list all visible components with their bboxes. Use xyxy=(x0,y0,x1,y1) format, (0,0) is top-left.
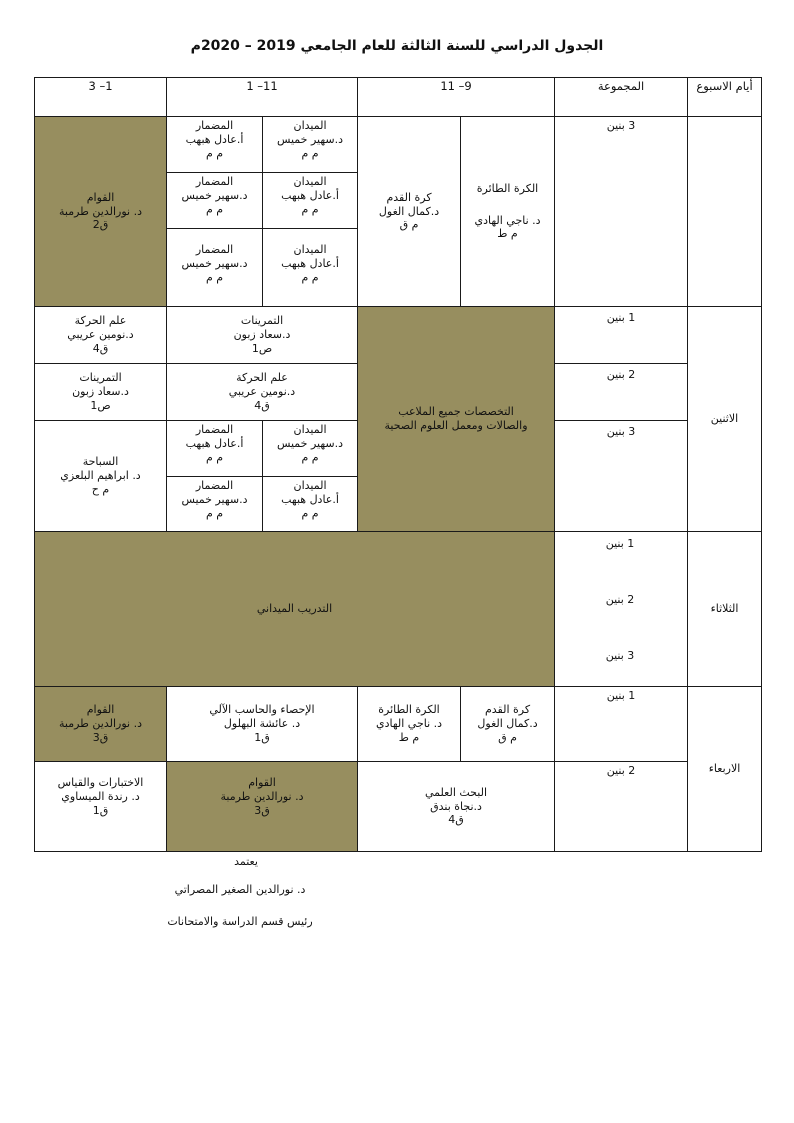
subject: المضمار xyxy=(195,243,234,256)
class-cell xyxy=(34,363,167,421)
room: ق1 xyxy=(92,803,109,817)
room: م ط xyxy=(398,730,420,744)
teacher: د.نومين عريبي xyxy=(228,385,296,399)
subject: التخصصات جميع الملاعب xyxy=(398,405,514,419)
subject: الميدان xyxy=(293,479,327,492)
subject: الميدان xyxy=(293,423,327,436)
room: م م xyxy=(301,202,319,216)
class-cell xyxy=(166,420,263,477)
teacher: د.سهير خميس xyxy=(181,492,248,506)
teacher: أ.عادل هبهب xyxy=(281,492,339,506)
teacher: د.نومين عريبي xyxy=(67,328,134,342)
room: م م xyxy=(301,270,319,284)
class-cell xyxy=(166,686,358,762)
subject: السباحة xyxy=(82,455,119,469)
group-label: 3 بنين xyxy=(606,425,636,438)
teacher: د.سهير خميس xyxy=(181,188,248,202)
group-label: 3 بنين xyxy=(605,649,635,662)
teacher: د. نورالدين طرمبة xyxy=(59,717,142,731)
group-label: 2 بنين xyxy=(606,368,636,381)
class-cell xyxy=(34,306,167,364)
teacher: د.سهير خميس xyxy=(181,256,248,270)
signatory-name: د. نورالدين الصغير المصراتي xyxy=(174,883,306,896)
subject: التمرينات xyxy=(240,314,284,328)
room: م م xyxy=(301,146,319,160)
subject: القوام xyxy=(86,703,115,717)
room: ق3 xyxy=(92,730,109,744)
header-time-3-label: 1– 3 xyxy=(88,79,113,93)
subject: علم الحركة xyxy=(236,371,288,385)
group-cell xyxy=(554,420,688,532)
class-cell xyxy=(262,420,358,477)
group-label: 3 بنين xyxy=(606,119,636,132)
room: م م xyxy=(205,146,224,160)
group-cell xyxy=(554,363,688,421)
group-cell xyxy=(554,306,688,364)
group-label: 2 بنين xyxy=(605,593,635,606)
teacher: د. ناجي الهادي xyxy=(474,213,541,227)
subject: التدريب الميداني xyxy=(256,602,333,616)
approved-label: يعتمد xyxy=(234,855,258,868)
subject: الميدان xyxy=(293,119,327,132)
room: م م xyxy=(205,270,224,284)
class-cell xyxy=(357,306,555,532)
class-cell xyxy=(34,116,167,307)
signatory-role: رئيس قسم الدراسة والامتحانات xyxy=(167,915,313,928)
header-group xyxy=(554,77,688,117)
group-cell xyxy=(554,761,688,852)
teacher: د. نورالدين طرمبة xyxy=(220,789,304,803)
group-label: 2 بنين xyxy=(606,764,636,777)
header-time-2 xyxy=(166,77,358,117)
teacher: د.سعاد زبون xyxy=(72,385,129,399)
class-cell xyxy=(34,686,167,762)
subject: الاختبارات والقياس xyxy=(57,776,144,789)
subject: كرة القدم xyxy=(386,190,432,204)
class-cell xyxy=(34,531,555,687)
class-cell xyxy=(166,116,263,173)
header-days-label: أيام الاسبوع xyxy=(696,79,753,93)
day-cell-tuesday xyxy=(687,531,762,687)
room: ق4 xyxy=(448,813,464,827)
room: م ق xyxy=(498,730,517,744)
teacher: د. عائشة البهلول xyxy=(223,717,301,731)
teacher: د.كمال الغول xyxy=(378,204,440,218)
class-cell xyxy=(34,761,167,852)
day-label: الاثنين xyxy=(710,412,739,426)
page-title: الجدول الدراسي للسنة الثالثة للعام الجامعي 2019 – 2020م xyxy=(190,38,604,54)
class-cell xyxy=(262,228,358,307)
class-cell xyxy=(262,476,358,532)
group-cell xyxy=(554,116,688,307)
group-cell xyxy=(554,686,688,762)
room: ق4 xyxy=(254,398,270,412)
class-cell xyxy=(357,686,461,762)
header-time-1 xyxy=(357,77,555,117)
subject: القوام xyxy=(86,190,115,204)
teacher: د.سعاد زبون xyxy=(233,328,291,342)
room: م م xyxy=(205,202,224,216)
room: م م xyxy=(301,450,319,464)
class-cell xyxy=(166,172,263,229)
subject: البحث العلمي xyxy=(425,785,488,799)
teacher: د. ناجي الهادي xyxy=(375,717,443,731)
class-cell xyxy=(166,363,358,421)
room: ق1 xyxy=(254,730,270,744)
subject: التمرينات xyxy=(79,371,122,385)
class-cell xyxy=(34,420,167,532)
teacher: أ.عادل هبهب xyxy=(281,188,339,202)
group-label: 1 بنين xyxy=(606,311,636,324)
room: م م xyxy=(205,506,224,520)
room: ق2 xyxy=(92,218,109,232)
teacher: د.نجاة بندق xyxy=(430,799,482,813)
subject: الإحصاء والحاسب الآلي xyxy=(209,703,315,717)
day-cell-wednesday xyxy=(687,686,762,852)
header-time-2-label: 11– 1 xyxy=(246,79,278,93)
subject: الميدان xyxy=(293,175,327,188)
subject: المضمار xyxy=(195,479,234,492)
class-cell xyxy=(166,476,263,532)
subject: الكرة الطائرة xyxy=(476,181,539,195)
subject: كرة القدم xyxy=(484,703,531,717)
teacher: أ.عادل هبهب xyxy=(281,256,339,270)
day-label: الاربعاء xyxy=(708,762,741,776)
class-cell xyxy=(357,761,555,852)
day-cell-sunday xyxy=(687,116,762,307)
day-cell-monday xyxy=(687,306,762,532)
subject: المضمار xyxy=(195,119,234,132)
teacher: د.كمال الغول xyxy=(477,717,538,731)
teacher: د. ابراهيم البلعزي xyxy=(60,469,141,483)
room: م ط xyxy=(497,227,518,241)
teacher: د.سهير خميس xyxy=(276,132,344,146)
class-cell xyxy=(262,116,358,173)
header-days xyxy=(687,77,762,117)
subject: علم الحركة xyxy=(74,314,127,328)
subject: المضمار xyxy=(195,175,234,188)
group-cell xyxy=(554,531,688,687)
teacher: د. نورالدين طرمبة xyxy=(59,204,142,218)
room: م ح xyxy=(91,482,110,496)
subject: القوام xyxy=(248,776,276,789)
class-cell xyxy=(166,228,263,307)
group-label: 1 بنين xyxy=(606,689,636,702)
teacher: أ.عادل هبهب xyxy=(185,436,244,450)
header-time-3 xyxy=(34,77,167,117)
subject: الميدان xyxy=(293,243,327,256)
teacher: أ.عادل هبهب xyxy=(185,132,244,146)
room: ص1 xyxy=(251,341,273,355)
room: م م xyxy=(301,506,319,520)
class-cell xyxy=(166,306,358,364)
group-label: 1 بنين xyxy=(605,537,635,550)
room: ق4 xyxy=(92,341,109,355)
room: م م xyxy=(205,450,224,464)
room: م ق xyxy=(399,218,419,232)
room: ص1 xyxy=(90,398,111,412)
subject: المضمار xyxy=(195,423,234,436)
class-cell xyxy=(262,172,358,229)
teacher: د.سهير خميس xyxy=(276,436,344,450)
teacher: د. رندة الميساوي xyxy=(61,789,140,803)
header-time-1-label: 9– 11 xyxy=(440,79,472,93)
header-group-label: المجموعة xyxy=(597,79,645,93)
day-label: الثلاثاء xyxy=(710,602,739,616)
subject: الكرة الطائرة xyxy=(378,703,440,717)
class-cell xyxy=(357,116,461,307)
room: ق3 xyxy=(254,803,270,817)
class-cell xyxy=(166,761,358,852)
subject: والصالات ومعمل العلوم الصحية xyxy=(384,419,528,432)
class-cell xyxy=(460,116,555,307)
class-cell xyxy=(460,686,555,762)
